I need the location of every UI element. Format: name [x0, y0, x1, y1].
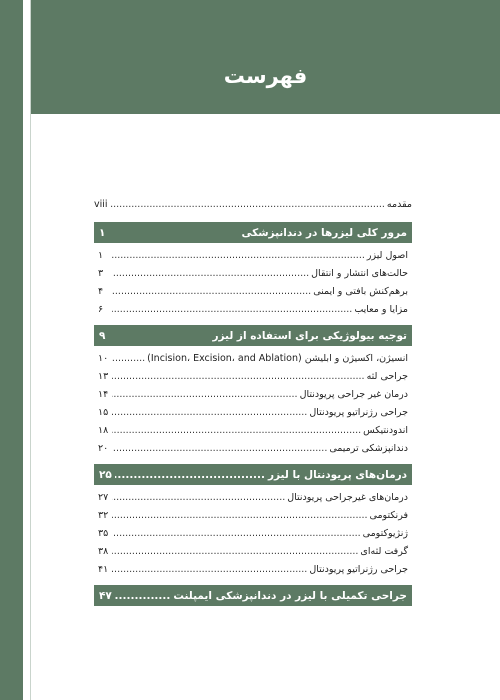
toc-entry-page: ۱۵ — [98, 407, 109, 418]
toc-entry-label: مزایا و معایب — [354, 304, 408, 315]
toc-entry-page: ۱۸ — [98, 425, 109, 436]
toc-entry[interactable] — [98, 561, 408, 579]
chapter-title: درمان‌های پریودنتال با لیزر — [267, 468, 407, 481]
leader-dots — [112, 440, 327, 458]
leader-dots — [112, 507, 368, 525]
chapter-heading-3[interactable] — [94, 464, 412, 485]
toc-entry[interactable] — [98, 507, 408, 525]
toc-entry-label: جراحی رژنراتیو پریودنتال — [309, 564, 408, 575]
toc-entry-label: حالت‌های انتشار و انتقال — [311, 268, 408, 279]
toc-entry-label: اندودنتیکس — [363, 425, 408, 436]
chapter-page: ۴۷ — [99, 589, 112, 602]
toc-entry-label: انسیژن، اکسیژن و ابلیشن (Incision، Excision، and Ablation) — [147, 353, 408, 364]
chapter-title: توجیه بیولوژیکی برای استفاده از لیزر — [212, 329, 407, 342]
toc-entry-page: ۳۸ — [98, 546, 109, 557]
leader-dots — [112, 247, 365, 265]
toc-entry-label: فرنکتومی — [369, 510, 408, 521]
toc-entry[interactable] — [98, 422, 408, 440]
toc-entry-page: ۳۲ — [98, 510, 109, 521]
toc-entry-label: جراحی لثه — [366, 371, 408, 382]
toc-entry-label: گرفت لثه‌ای — [360, 546, 408, 557]
toc-entry[interactable] — [98, 386, 408, 404]
chapter-entries-2 — [94, 348, 412, 460]
leader-dots — [112, 489, 285, 507]
toc-entry-page: ۱۴ — [98, 389, 109, 400]
chapter-page: ۹ — [99, 329, 106, 342]
chapter-title: مرور کلی لیزرها در دندانپزشکی — [241, 226, 407, 239]
leader-dots — [112, 386, 298, 404]
chapter-page: ۲۵ — [99, 468, 112, 481]
chapter-heading-1[interactable] — [94, 222, 412, 243]
toc-entry-label: درمان غیر جراحی پریودنتال — [299, 389, 408, 400]
leader-dots — [112, 283, 311, 301]
leader-dots — [112, 561, 307, 579]
leader-dots — [112, 265, 309, 283]
leader-dots — [112, 525, 361, 543]
chapter-heading-2[interactable] — [94, 325, 412, 346]
toc-entry-page: ۱ — [98, 250, 104, 261]
toc-entry[interactable] — [98, 350, 408, 368]
toc-entry-label: دندانپزشکی ترمیمی — [329, 443, 408, 454]
chapter-entries-1 — [94, 245, 412, 321]
leader-dots — [112, 350, 145, 368]
toc-entry-label: جراحی رژنراتیو پریودنتال — [309, 407, 408, 418]
toc-entry[interactable] — [98, 283, 408, 301]
toc-entry[interactable] — [98, 368, 408, 386]
toc-entry-page: ۱۰ — [98, 353, 109, 364]
chapter-heading-4[interactable] — [94, 585, 412, 606]
toc-entry-page: ۶ — [98, 304, 104, 315]
chapter-title: جراحی تکمیلی با لیزر در دندانپزشکی ایمپلنت — [173, 589, 407, 602]
toc-entry[interactable] — [98, 543, 408, 561]
toc-entry-page: ۲۰ — [98, 443, 109, 454]
leader-dots — [110, 196, 385, 214]
leader-dots — [112, 368, 365, 386]
toc-entry-label: ژنژیوکتومی — [362, 528, 408, 539]
toc-entry[interactable] — [98, 265, 408, 283]
toc-entry-label: اصول لیزر — [366, 250, 408, 261]
toc-entry-page: viii — [94, 199, 108, 210]
toc-entry[interactable] — [98, 489, 408, 507]
toc-entry-page: ۱۳ — [98, 371, 109, 382]
toc-entry[interactable] — [98, 525, 408, 543]
chapter-page: ۱ — [99, 226, 106, 239]
leader-dots — [112, 404, 307, 422]
toc-entry-page: ۳ — [98, 268, 104, 279]
leader-dots — [115, 469, 265, 481]
leader-dots — [112, 301, 352, 319]
leader-dots — [112, 543, 358, 561]
toc-intro-entry[interactable] — [94, 196, 412, 214]
page-title: فهرست — [223, 64, 308, 88]
toc-entry[interactable] — [98, 247, 408, 265]
toc-entry-page: ۳۵ — [98, 528, 109, 539]
table-of-contents — [94, 196, 412, 608]
header-band — [31, 0, 500, 114]
toc-entry[interactable] — [98, 301, 408, 319]
toc-entry-page: ۲۷ — [98, 492, 109, 503]
leader-dots — [115, 590, 171, 602]
chapter-entries-3 — [94, 487, 412, 581]
toc-entry[interactable] — [98, 440, 408, 458]
toc-entry[interactable] — [98, 404, 408, 422]
toc-entry-page: ۴ — [98, 286, 104, 297]
leader-dots — [112, 422, 361, 440]
toc-entry-label: درمان‌های غیرجراحی پریودنتال — [287, 492, 408, 503]
left-decor-bar — [0, 0, 23, 700]
toc-entry-page: ۴۱ — [98, 564, 109, 575]
toc-entry-label: مقدمه — [386, 199, 412, 210]
toc-entry-label: برهم‌کنش بافتی و ایمنی — [313, 286, 408, 297]
